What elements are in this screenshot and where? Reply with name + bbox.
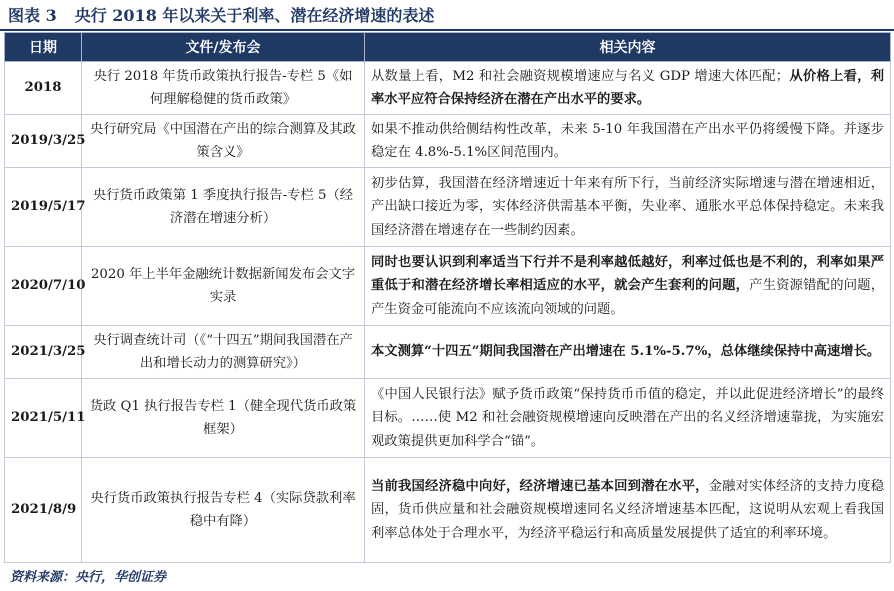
figure-label: 图表 3 [8,6,57,25]
table-row [5,115,891,168]
document-cell: 央行 2018 年货币政策执行报告-专栏 5《如何理解稳健的货币政策》 [82,62,365,115]
content-cell [365,247,891,326]
table-row [5,379,891,458]
header-document: 文件/发布会 [82,33,365,62]
date-cell: 2019/5/17 [5,168,82,247]
table-row [5,168,891,247]
content-cell: 初步估算，我国潜在经济增速近十年来有所下行，当前经济实际增速与潜在增速相近，产出缺口接近为零，实体经济供需基本平衡，失业率、通胀水平总体保持稳定。未来我国经济潜在增速存在一些制约因素。 [365,168,891,247]
content-cell [365,326,891,379]
document-cell: 央行货币政策执行报告专栏 4（实际贷款利率稳中有降） [82,458,365,563]
content-cell: 《中国人民银行法》赋予货币政策“保持货币币值的稳定，并以此促进经济增长”的最终目标。……使 M2 和社会融资规模增速向反映潜在产出的名义经济增速靠拢，为实施宏观政策提供更加科学合“锚”。 [365,379,891,458]
content-text: 从数量上看，M2 和社会融资规模增速应与名义 GDP 增速大体匹配； [371,68,790,84]
content-cell [365,62,891,115]
header-row [5,33,891,62]
date-cell: 2019/3/25 [5,115,82,168]
date-cell: 2021/3/25 [5,326,82,379]
figure-title [8,4,434,28]
table-row [5,458,891,563]
date-cell: 2021/8/9 [5,458,82,563]
content-cell [365,458,891,563]
document-cell: 央行调查统计司（《“十四五”期间我国潜在产出和增长动力的测算研究》） [82,326,365,379]
content-cell: 如果不推动供给侧结构性改革，未来 5-10 年我国潜在产出水平仍将缓慢下降。并逐步稳定在 4.8%-5.1%区间范围内。 [365,115,891,168]
document-cell: 央行货币政策第 1 季度执行报告-专栏 5（经济潜在增速分析） [82,168,365,247]
content-emphasis: 从价格上看，利率水平应符合保持经济在潜在产出水平的要求。 [371,68,885,107]
content-emphasis: 本文测算“十四五”期间我国潜在产出增速在 5.1%-5.7%，总体继续保持中高速增长。 [371,344,881,360]
source-note: 资料来源：央行，华创证券 [10,570,167,585]
header-content: 相关内容 [365,33,891,62]
content-emphasis: 同时也要认识到利率适当下行并不是利率越低越好，利率过低也是不利的，利率如果严重低于和潜在经济增长率相适应的水平，就会产生套利的问题， [371,254,884,294]
date-cell: 2021/5/11 [5,379,82,458]
document-cell: 货政 Q1 执行报告专栏 1（健全现代货币政策框架） [82,379,365,458]
content-text: 产生资源错配的问题，产生资金可能流向不应该流向领域的问题。 [371,278,885,317]
header-date: 日期 [5,33,82,62]
date-cell: 2020/7/10 [5,247,82,326]
title-rule [0,29,894,31]
table-row [5,326,891,379]
table-row [5,247,891,326]
content-emphasis: 当前我国经济稳中向好，经济增速已基本回到潜在水平， [371,478,709,494]
statements-table [4,32,891,563]
document-cell: 2020 年上半年金融统计数据新闻发布会文字实录 [82,247,365,326]
content-text: 金融对实体经济的支持力度稳固，货币供应量和社会融资规模增速同名义经济增速基本匹配，这说明从宏观上看我国利率总体处于合理水平，为经济平稳运行和高质量发展提供了适宜的利率环境。 [371,478,885,541]
document-cell: 央行研究局《中国潜在产出的综合测算及其政策含义》 [82,115,365,168]
table-row [5,62,891,115]
date-cell: 2018 [5,62,82,115]
figure-title-text: 央行 2018 年以来关于利率、潜在经济增速的表述 [74,6,435,25]
